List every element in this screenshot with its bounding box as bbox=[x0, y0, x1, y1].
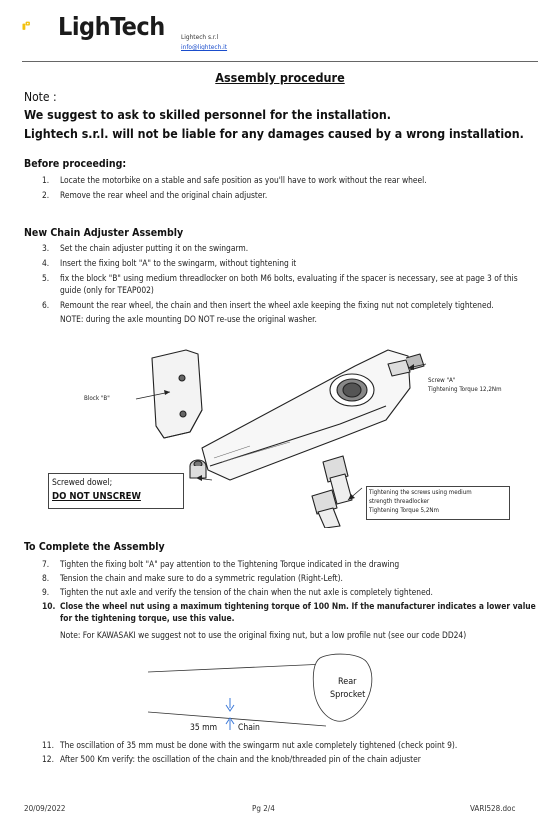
assembly-heading: New Chain Adjuster Assembly bbox=[24, 227, 184, 239]
tightening-line-1: Tightening the screws using medium bbox=[369, 489, 472, 496]
logo-text: LighTech bbox=[58, 12, 165, 41]
block-b-label: Block "B" bbox=[84, 395, 110, 402]
lightech-logo-mark bbox=[22, 6, 58, 46]
measure-label: 35 mm bbox=[190, 723, 218, 733]
dowel-warning: DO NOT UNSCREW bbox=[52, 491, 141, 502]
footer-doc: VARI528.doc bbox=[470, 804, 516, 813]
complete-heading: To Complete the Assembly bbox=[24, 541, 165, 553]
header-divider bbox=[22, 61, 538, 62]
warning-line-1: We suggest to ask to skilled personnel for the installation. bbox=[24, 108, 391, 122]
tightening-line-3: Tightening Torque 5,2Nm bbox=[369, 507, 439, 514]
screw-a-torque: Tightening Torque 12,2Nm bbox=[428, 386, 502, 393]
before-heading: Before proceeding: bbox=[24, 158, 127, 170]
email-link[interactable]: info@lightech.it bbox=[181, 43, 228, 51]
document-page: LighTech Lightech s.r.l info@lightech.it Assembly procedure Note : We suggest to ask to skilled personnel for the installation. Lightech s.r.l. will not be liable for any damages caused by a wrong installation. Before proceeding: 1. Locate the motorbike on a stable and safe position as you'll have to work without the rear wheel. 2. Remove the rear wheel and the original chain adjuster. New Chain Adjuster Assembly 3. Set the chain adjuster putting it on the swingarm. 4. Insert the fixing bolt "A" to the swingarm, without tightening it 5. fix the block "B" using medium threadlocker on both M6 bolts, evaluating if the spacer is necessary, see at page 3 of this guide (only for TEAP002) 6. Remount the rear wheel, the chain and then insert the wheel axle keeping the fixing nut not completely tightened. NOTE: during the axle mounting DO NOT re-use the original washer. Block "B" Screw "A" Tightening Torque 12,2Nm Screwed dowel; DO NOT UNSCREW Tightening the screws using medium strength threadlocker Tightening Torque 5,2Nm To Complete the Assembly 7. Tighten the fixing bolt "A" pay attention to the Tightening Torque indicated in the drawing 8. Tension the chain and make sure to do a symmetric regulation (Right-Left). 9. Tighten the nut axle and verify the tension of the chain when the nut axle is completely tightened. 10. Close the wheel nut using a maximum tightening torque of 100 Nm. If the manufacturer indicates a lower value for the tightening torque, use this value. Note: For KAWASAKI we suggest not to use the original fixing nut, but a low profile nut (see our code DD24) Rear Sprocket 35 mm Chain 11. The oscillation of 35 mm must be done with the swingarm nut axle completely tightened (check point 9). 12. After 500 Km verify: the oscillation of the chain and the knob/threaded pin of the chain adjuster 20/09/2022 Pg 2/4 VARI528.doc bbox=[0, 0, 560, 838]
footer-date: 20/09/2022 bbox=[24, 804, 66, 813]
dowel-callout bbox=[48, 473, 184, 509]
tightening-callout bbox=[366, 486, 510, 520]
dowel-label: Screwed dowel; bbox=[52, 478, 113, 488]
note-label: Note : bbox=[24, 90, 57, 104]
assembly-note: NOTE: during the axle mounting DO NOT re-use the original washer. bbox=[60, 314, 317, 324]
kawasaki-note: Note: For KAWASAKI we suggest not to use the original fixing nut, but a low profile nut (see our code DD24) bbox=[60, 630, 467, 640]
rear-label: Rear bbox=[338, 677, 357, 687]
footer-page: Pg 2/4 bbox=[252, 804, 275, 813]
tightening-line-2: strength threadlocker bbox=[369, 498, 430, 505]
chain-label: Chain bbox=[238, 723, 260, 733]
screw-a-label: Screw "A" bbox=[428, 377, 456, 384]
page-title: Assembly procedure bbox=[215, 70, 345, 85]
warning-line-2: Lightech s.r.l. will not be liable for any damages caused by a wrong installation. bbox=[24, 127, 524, 141]
sprocket-label: Sprocket bbox=[330, 690, 366, 700]
company-name: Lightech s.r.l bbox=[181, 33, 219, 41]
